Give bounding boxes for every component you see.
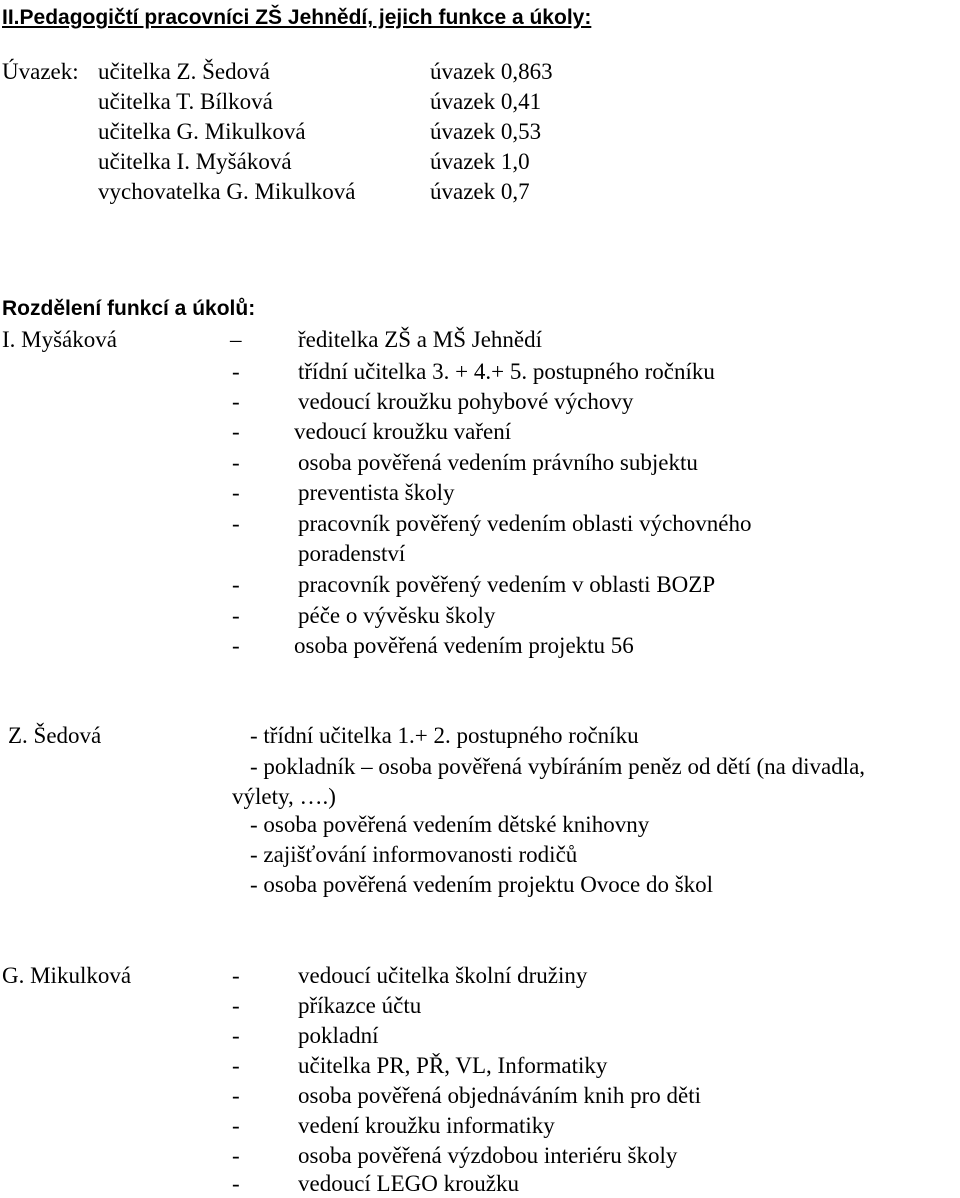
- uvazek-name: učitelka Z. Šedová: [98, 59, 270, 84]
- list-item: ředitelka ZŠ a MŠ Jehnědí: [298, 327, 543, 352]
- uvazek-value: úvazek 0,7: [430, 179, 530, 204]
- uvazek-value: úvazek 0,53: [430, 119, 542, 144]
- page-title: II.Pedagogičtí pracovníci ZŠ Jehnědí, jejich funkce a úkoly:: [2, 6, 592, 29]
- list-dash: -: [232, 450, 240, 475]
- list-item: osoba pověřená výzdobou interiéru školy: [298, 1143, 678, 1168]
- list-item: - osoba pověřená vedením projektu Ovoce do škol: [250, 872, 714, 897]
- list-item: vedoucí LEGO kroužku: [298, 1171, 519, 1196]
- list-dash: –: [230, 327, 242, 352]
- list-item-continuation: výlety, ….): [232, 784, 336, 809]
- list-dash: -: [232, 480, 240, 505]
- person-name: Z. Šedová: [8, 723, 102, 748]
- list-item: - pokladník – osoba pověřená vybíráním peněz od dětí (na divadla,: [250, 754, 866, 779]
- list-item: - zajišťování informovanosti rodičů: [250, 842, 578, 867]
- list-dash: -: [232, 1143, 240, 1168]
- list-item: vedoucí kroužku pohybové výchovy: [298, 389, 634, 414]
- list-item-continuation: poradenství: [298, 541, 406, 566]
- list-dash: -: [232, 1053, 240, 1078]
- list-item: pracovník pověřený vedením oblasti výchovného: [298, 511, 752, 536]
- list-item: osoba pověřená vedením právního subjektu: [298, 450, 698, 475]
- list-item: pracovník pověřený vedením v oblasti BOZP: [298, 572, 716, 597]
- uvazek-value: úvazek 0,41: [430, 89, 542, 114]
- list-dash: -: [232, 1113, 240, 1138]
- list-dash: -: [232, 603, 240, 628]
- uvazek-label: Úvazek:: [2, 59, 79, 84]
- list-item: pokladní: [298, 1023, 379, 1048]
- list-item: preventista školy: [298, 480, 455, 505]
- list-dash: -: [232, 1083, 240, 1108]
- uvazek-name: učitelka T. Bílková: [98, 89, 273, 114]
- list-dash: -: [232, 359, 240, 384]
- uvazek-value: úvazek 1,0: [430, 149, 530, 174]
- list-dash: -: [232, 389, 240, 414]
- list-item: učitelka PR, PŘ, VL, Informatiky: [298, 1053, 608, 1078]
- list-dash: -: [232, 572, 240, 597]
- list-item: třídní učitelka 3. + 4.+ 5. postupného ročníku: [298, 359, 715, 384]
- list-item: - třídní učitelka 1.+ 2. postupného ročníku: [250, 723, 639, 748]
- person-name: I. Myšáková: [2, 327, 117, 352]
- list-item: - osoba pověřená vedením dětské knihovny: [250, 812, 650, 837]
- list-dash: -: [232, 419, 240, 444]
- list-item: vedení kroužku informatiky: [298, 1113, 555, 1138]
- list-dash: -: [232, 993, 240, 1018]
- list-item: péče o vývěsku školy: [298, 603, 496, 628]
- list-item: vedoucí kroužku vaření: [294, 419, 512, 444]
- person-name: G. Mikulková: [2, 963, 132, 988]
- list-dash: -: [232, 633, 240, 658]
- uvazek-name: vychovatelka G. Mikulková: [98, 179, 356, 204]
- uvazek-value: úvazek 0,863: [430, 59, 553, 84]
- uvazek-name: učitelka I. Myšáková: [98, 149, 292, 174]
- list-item: osoba pověřená vedením projektu 56: [294, 633, 634, 658]
- list-dash: -: [232, 1023, 240, 1048]
- uvazek-name: učitelka G. Mikulková: [98, 119, 306, 144]
- list-item: příkazce účtu: [298, 993, 422, 1018]
- section-heading: Rozdělení funkcí a úkolů:: [2, 297, 256, 320]
- list-item: vedoucí učitelka školní družiny: [298, 963, 588, 988]
- list-dash: -: [232, 1171, 240, 1196]
- list-item: osoba pověřená objednáváním knih pro děti: [298, 1083, 702, 1108]
- list-dash: -: [232, 963, 240, 988]
- list-dash: -: [232, 511, 240, 536]
